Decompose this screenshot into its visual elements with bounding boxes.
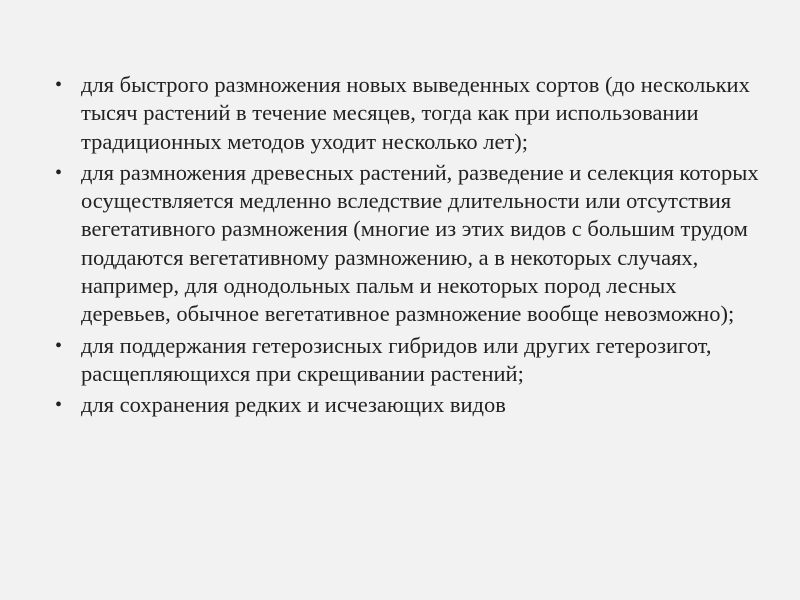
list-item-text: для быстрого размножения новых выведенных сортов (до нескольких тысяч растений в течение месяцев, тогда как при использовании традиционных методов уходит несколько лет); [81,72,750,154]
list-item-text: для поддержания гетерозисных гибридов или других гетерозигот, расщепляющихся при скрещивании растений; [81,332,712,386]
bullet-icon: • [55,394,63,417]
bullet-icon: • [55,74,63,96]
list-item-text: для размножения древесных растений, разведение и селекция которых осуществляется медленно вследствие длительности или отсутствия вегетативного размножения (многие из этих видов с большим трудом поддаются вегетативному размножению, а в некоторых случаях, например, для однодольных пальм и некоторых пород лесных деревьев, обычное вегетативное размножение вообще невозможно); [81,159,759,327]
list-item [50,71,770,156]
bullet-icon: • [55,161,63,184]
list-item [50,332,770,389]
bullet-list [50,71,770,423]
bullet-icon: • [55,334,63,357]
list-item [50,391,770,419]
list-item [50,159,770,329]
list-item-text: для сохранения редких и исчезающих видов [81,392,506,418]
